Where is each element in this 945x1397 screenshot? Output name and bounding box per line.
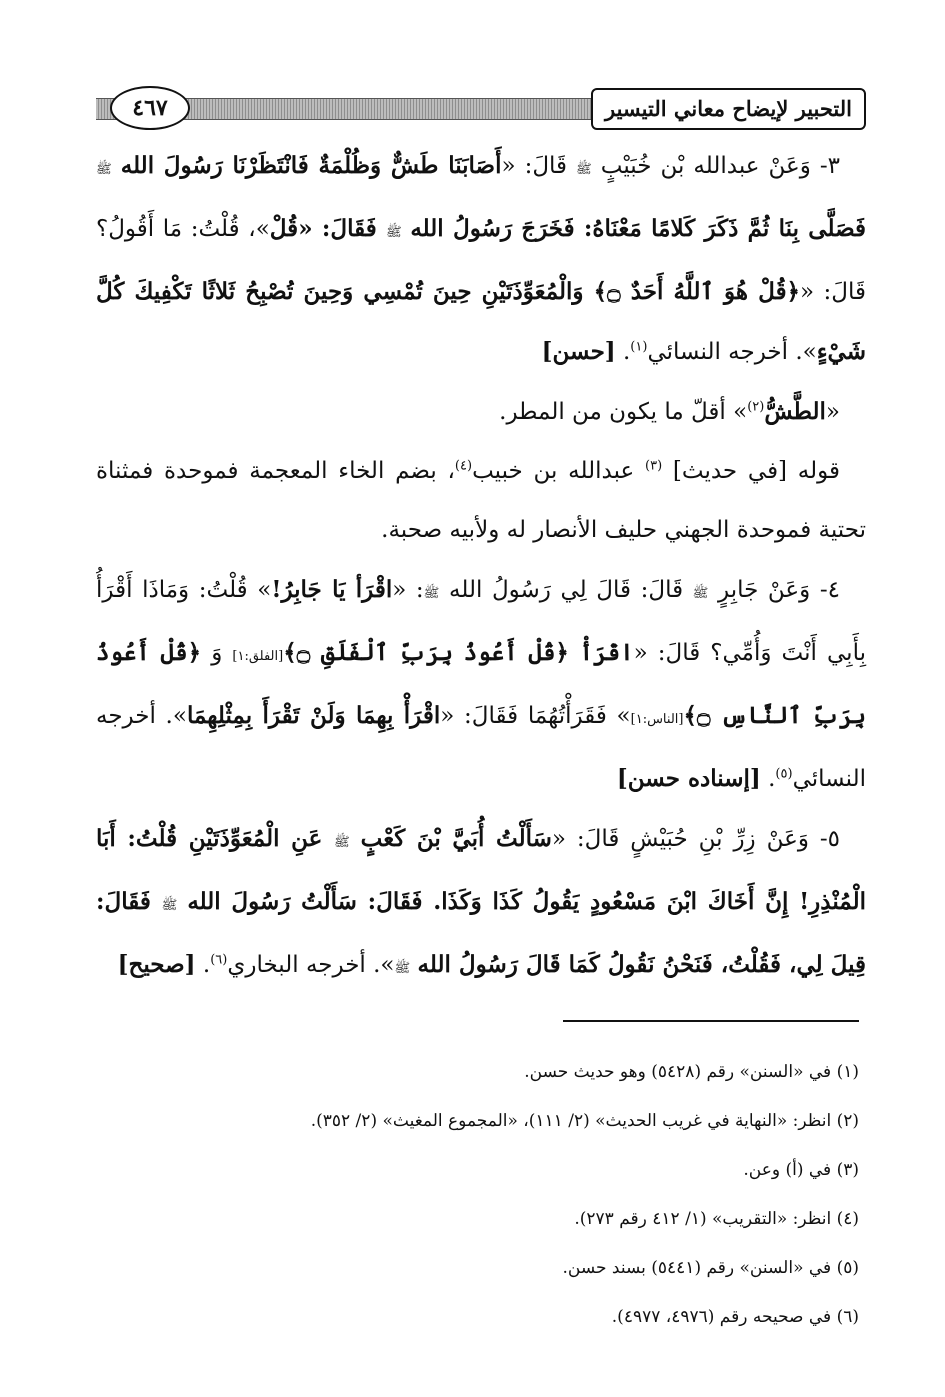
hadith-matn: اقْرَأْ بِهِمَا وَلَنْ تَقْرَأَ بِمِثْلِهِمَا [186,702,441,729]
commentary [96,442,866,560]
quran-verse: ﴿قُلْ أَعُوذُ بِرَبِّ ٱلنَّاسِ ۝﴾ [96,639,867,729]
text-run: قَالَ: « [501,153,577,179]
quran-reference: [الفلق:١] [232,649,284,664]
main-text [96,136,866,998]
text-run: قَالَ: « [551,826,631,852]
salutation-mark: ﷺ [394,961,411,976]
honorific-mark: ﷺ [576,162,592,177]
hadith-4 [96,560,866,809]
takhrij: ». أخرجه النسائي [647,339,817,365]
footnote-separator [563,1020,859,1022]
footnote-6: (٦) في صحيحه رقم (٤٩٧٦، ٤٩٧٧). [611,1307,859,1327]
hadith-matn: أَصَابَنَا طَشٌّ وَظُلْمَةٌ فَانْتَظَرْنَا رَسُولَ الله [120,152,502,179]
honorific-mark: ﷺ [333,835,350,850]
hadith-number: ٥- [808,826,840,852]
narrator: وَعَنْ زِرِّ بْنِ حُبَيْشٍ [630,826,809,852]
footnote-ref[interactable]: (٢) [747,399,765,415]
book-title: التحبير لإيضاح معاني التيسير [591,88,866,130]
hadith-matn: فَقَالَ: « [298,215,387,242]
quran-verse: ﴿قُلْ هُوَ ٱللَّهُ أَحَدٌ ۝﴾ [593,278,801,305]
hadith-matn: وَالْمُعَوِّذَتَيْنِ حِينَ تُمْسِي وَحِينَ تُصْبِحُ ثَلاثًا تَكْفِيكَ كُلَّ شَيْءٍ [96,278,866,365]
footnote-ref[interactable]: (٣) [645,458,663,474]
footnote-ref[interactable]: (٦) [210,952,228,968]
text-run: عبدالله بن خبيب [472,458,645,484]
gloss-tashsh [96,382,866,442]
text-run: . [760,766,776,792]
text-run: وَ [201,640,233,666]
salutation-mark: ﷺ [161,898,178,913]
honorific-mark: ﷺ [692,586,709,601]
footnote-1: (١) في «السنن» رقم (٥٤٢٨) وهو حديث حسن. [524,1062,859,1082]
hadith-matn: اقْرَأْ [568,639,634,666]
footnote-5: (٥) في «السنن» رقم (٥٤٤١) بسند حسن. [562,1258,859,1278]
hadith-matn: فَقَالَ: قِيلَ لِي، فَقُلْتُ، فَنَحْنُ نَقُولُ كَمَا قَالَ رَسُولُ الله [96,888,866,978]
text-run: »، قُلْتُ: مَا أَقُولُ؟ قَالَ: « [96,216,866,305]
hadith-matn: عَنِ الْمُعَوِّذَتَيْنِ قُلْتُ: أَبَا الْمُنْذِرِ! إِنَّ أَخَاكَ ابْنَ مَسْعُودٍ يَقُولُ كَذَا وَكَذَا. فَقَالَ: سَأَلْتُ رَسُولَ الله [96,825,866,915]
text-run: قوله [في حديث] [662,458,840,484]
footnote-ref[interactable]: (٤) [454,458,473,474]
text-run: : « [392,577,424,603]
footnote-2: (٢) انظر: «النهاية في غريب الحديث» (٢/ ١١١)، «المجموع المغيث» (٢/ ٣٥٢). [310,1111,859,1131]
text-run: » قُلْتُ: وَمَاذَا أَقْرَأُ بِأَبِي أَنْتَ وَأُمِّي؟ قَالَ: « [96,577,866,666]
takhrij: ». أخرجه البخاري [227,952,395,978]
text-run: . [615,339,631,365]
hadith-3 [96,136,866,382]
narrator: وَعَنْ جَابِرٍ [718,577,811,603]
grade-label: [صحيح] [117,951,196,978]
footnote-ref[interactable]: (١) [630,339,648,355]
text-run: « [825,399,840,425]
quran-verse: ﴿قُلْ أَعُوذُ بِرَبِّ ٱلْفَلَقِ ۝﴾ [283,639,569,666]
glossed-word: الطَّشُّ [764,398,826,425]
footnote-ref[interactable]: (٥) [775,766,793,782]
hadith-5 [96,809,866,998]
salutation-mark: ﷺ [96,162,112,177]
text-run: قَالَ: قَالَ لِي رَسُولُ الله [449,577,693,603]
text-run: ، بضم الخاء المعجمة فموحدة فمثناة تحتية فموحدة الجهني حليف الأنصار له ولأبيه صحبة. [96,458,866,543]
hadith-number: ٤- [810,577,840,603]
running-header [96,86,866,130]
grade-label: [حسن] [541,338,616,365]
text-run: » فَقَرَأْتُهُمَا فَقَالَ: « [440,703,631,729]
gloss-text: » أقلّ ما يكون من المطر. [499,399,748,425]
hadith-matn: سَأَلْتُ أُبَيَّ بْنَ كَعْبٍ [360,825,552,852]
salutation-mark: ﷺ [386,225,402,240]
page-number: ٤٦٧ [110,86,190,130]
hadith-matn: فَصَلَّى بِنَا ثُمَّ ذَكَرَ كَلامًا مَعْنَاهُ: فَخَرَجَ رَسُولُ الله [410,215,867,242]
salutation-mark: ﷺ [423,586,440,601]
quran-reference: [الناس:١] [630,712,684,727]
footnote-3: (٣) في (أ) وعن. [743,1160,859,1180]
takhrij: ». أخرجه النسائي [96,703,866,792]
hadith-matn: اقْرَأ يَا جَابِرُ! [271,576,393,603]
hadith-matn: قُلْ [269,215,299,242]
narrator: وَعَنْ عبدالله بْن خُبَيْبٍ [600,153,811,179]
hadith-number: ٣- [810,153,840,179]
grade-label: [إسناده حسن] [616,765,761,792]
text-run: . [195,952,211,978]
footnote-4: (٤) انظر: «التقريب» (١/ ٤١٢ رقم ٢٧٣). [574,1209,859,1229]
footnotes [159,1048,859,1342]
